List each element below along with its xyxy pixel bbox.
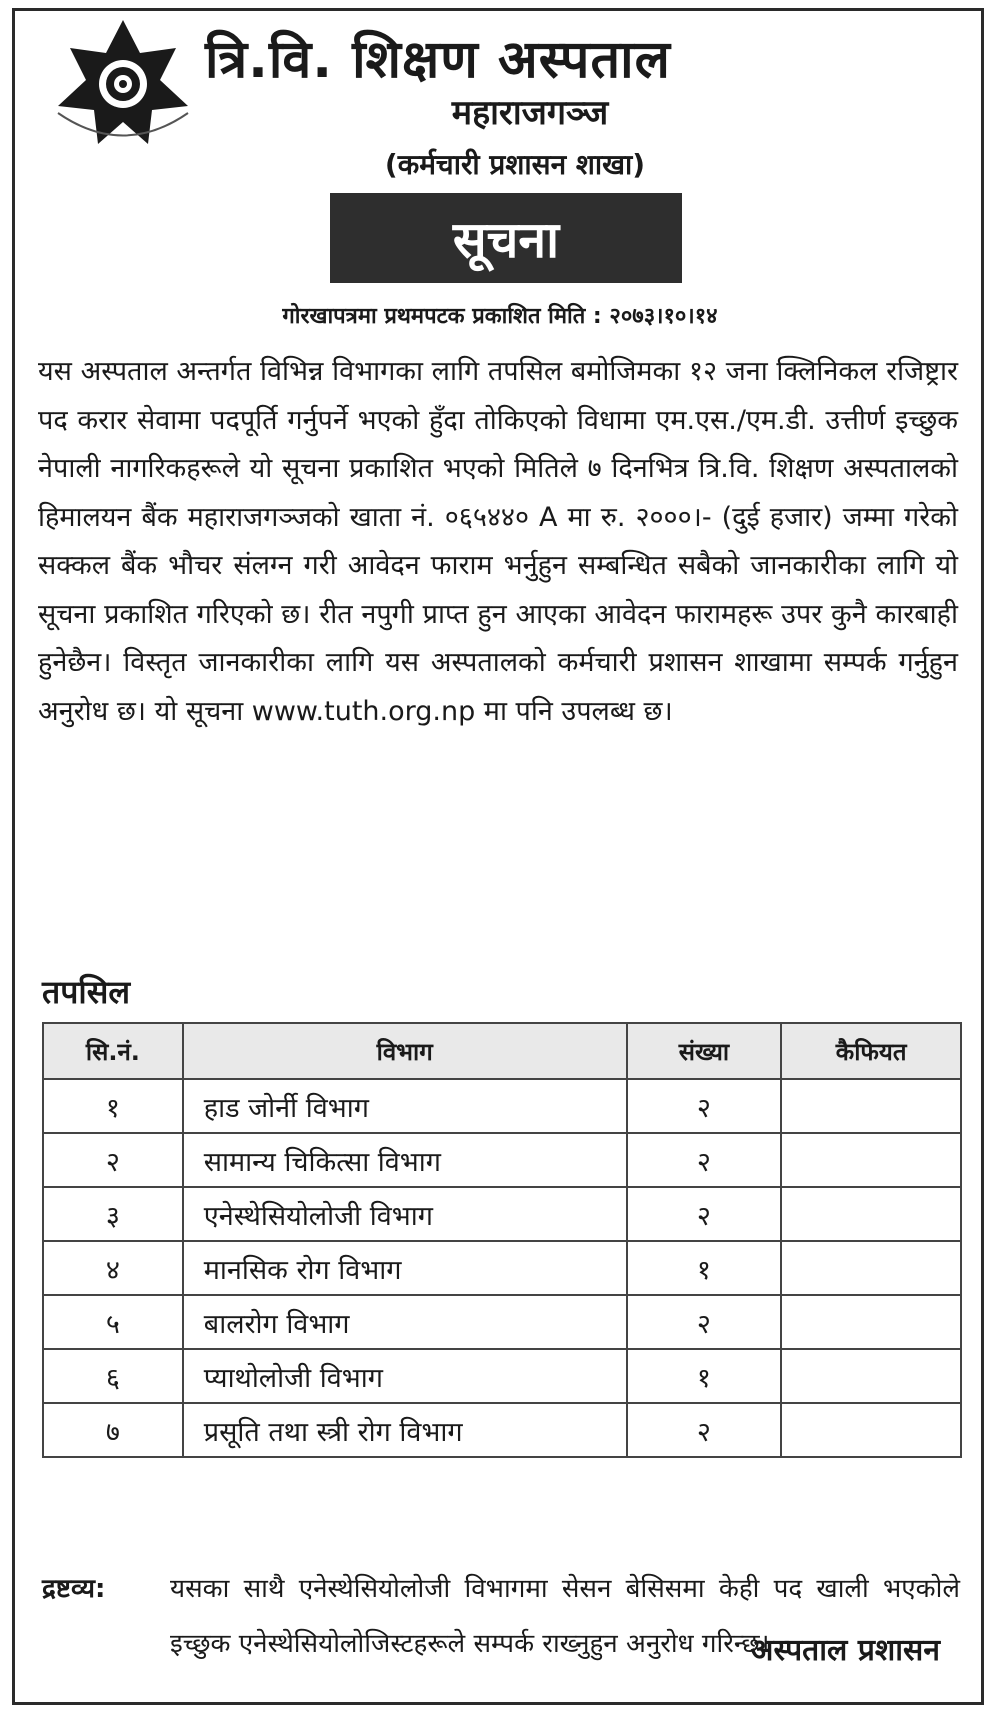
notice-label: सूचना xyxy=(452,211,560,269)
branch-name: (कर्मचारी प्रशासन शाखा) xyxy=(384,148,646,181)
cell-count: २ xyxy=(627,1133,782,1187)
notice-heading xyxy=(330,193,682,283)
cell-sn: २ xyxy=(43,1133,183,1187)
cell-count: १ xyxy=(627,1241,782,1295)
cell-remarks xyxy=(781,1295,961,1349)
cell-remarks xyxy=(781,1241,961,1295)
cell-count: १ xyxy=(627,1349,782,1403)
cell-department: प्याथोलोजी विभाग xyxy=(183,1349,627,1403)
cell-count: २ xyxy=(627,1079,782,1133)
table-row xyxy=(43,1241,961,1295)
cell-sn: ७ xyxy=(43,1403,183,1457)
cell-remarks xyxy=(781,1187,961,1241)
notice-paragraph: यस अस्पताल अन्तर्गत विभिन्न विभागका लागि तपसिल बमोजिमका १२ जना क्लिनिकल रजिष्ट्रार पद करार सेवामा पदपूर्ति गर्नुपर्ने भएको हुँदा तोकिएको विधामा एम.एस./एम.डी. उत्तीर्ण इच्छुक नेपाली नागरिकहरूले यो सूचना प्रकाशित भएको मितिले ७ दिनभित्र त्रि.वि. शिक्षण अस्पतालको हिमालयन बैंक महाराजगञ्जको खाता नं. ०६५४४० A मा रु. २०००।- (दुई हजार) जम्मा गरेको सक्कल बैंक भौचर संलग्न गरी आवेदन फाराम भर्नुहुन सम्बन्धित सबैको जानकारीका लागि यो सूचना प्रकाशित गरिएको छ। रीत नपुगी प्राप्त हुन आएका आवेदन फारामहरू उपर कुनै कारबाही हुनेछैन। विस्तृत जानकारीका लागि यस अस्पतालको कर्मचारी प्रशासन शाखामा सम्पर्क गर्नुहुन अनुरोध छ। यो सूचना www.tuth.org.np मा पनि उपलब्ध छ। xyxy=(38,356,958,727)
cell-department: प्रसूति तथा स्त्री रोग विभाग xyxy=(183,1403,627,1457)
cell-remarks xyxy=(781,1403,961,1457)
note-text: यसका साथै एनेस्थेसियोलोजी विभागमा सेसन बेसिसमा केही पद खाली भएकोले इच्छुक एनेस्थेसियोलोजिस्टहरूले सम्पर्क राख्नुहुन अनुरोध गरिन्छ। xyxy=(170,1574,960,1659)
cell-count: २ xyxy=(627,1403,782,1457)
hospital-title: त्रि.वि. शिक्षण अस्पताल xyxy=(205,30,671,90)
column-header-remarks: कैफियत xyxy=(781,1023,961,1079)
cell-department: मानसिक रोग विभाग xyxy=(183,1241,627,1295)
column-header-department: विभाग xyxy=(183,1023,627,1079)
cell-department: एनेस्थेसियोलोजी विभाग xyxy=(183,1187,627,1241)
cell-sn: ४ xyxy=(43,1241,183,1295)
hospital-location: महाराजगञ्ज xyxy=(451,93,609,133)
signature: अस्पताल प्रशासन xyxy=(750,1633,940,1668)
cell-remarks xyxy=(781,1133,961,1187)
table-header-row xyxy=(43,1023,961,1079)
cell-department: हाड जोर्नी विभाग xyxy=(183,1079,627,1133)
schedule-table xyxy=(42,1022,962,1458)
column-header-count: संख्या xyxy=(627,1023,782,1079)
cell-sn: ५ xyxy=(43,1295,183,1349)
cell-sn: ६ xyxy=(43,1349,183,1403)
table-row xyxy=(43,1133,961,1187)
schedule-title: तपसिल xyxy=(42,973,131,1011)
cell-department: सामान्य चिकित्सा विभाग xyxy=(183,1133,627,1187)
table-row xyxy=(43,1403,961,1457)
table-row xyxy=(43,1187,961,1241)
cell-sn: १ xyxy=(43,1079,183,1133)
table-row xyxy=(43,1079,961,1133)
column-header-sn: सि.नं. xyxy=(43,1023,183,1079)
cell-count: २ xyxy=(627,1295,782,1349)
cell-department: बालरोग विभाग xyxy=(183,1295,627,1349)
publication-date-line: गोरखापत्रमा प्रथमपटक प्रकाशित मिति : २०७३।१०।१४ xyxy=(282,304,718,329)
cell-remarks xyxy=(781,1079,961,1133)
note-label: द्रष्टव्य: xyxy=(42,1574,106,1604)
table-row xyxy=(43,1349,961,1403)
table-row xyxy=(43,1295,961,1349)
cell-count: २ xyxy=(627,1187,782,1241)
cell-remarks xyxy=(781,1349,961,1403)
cell-sn: ३ xyxy=(43,1187,183,1241)
